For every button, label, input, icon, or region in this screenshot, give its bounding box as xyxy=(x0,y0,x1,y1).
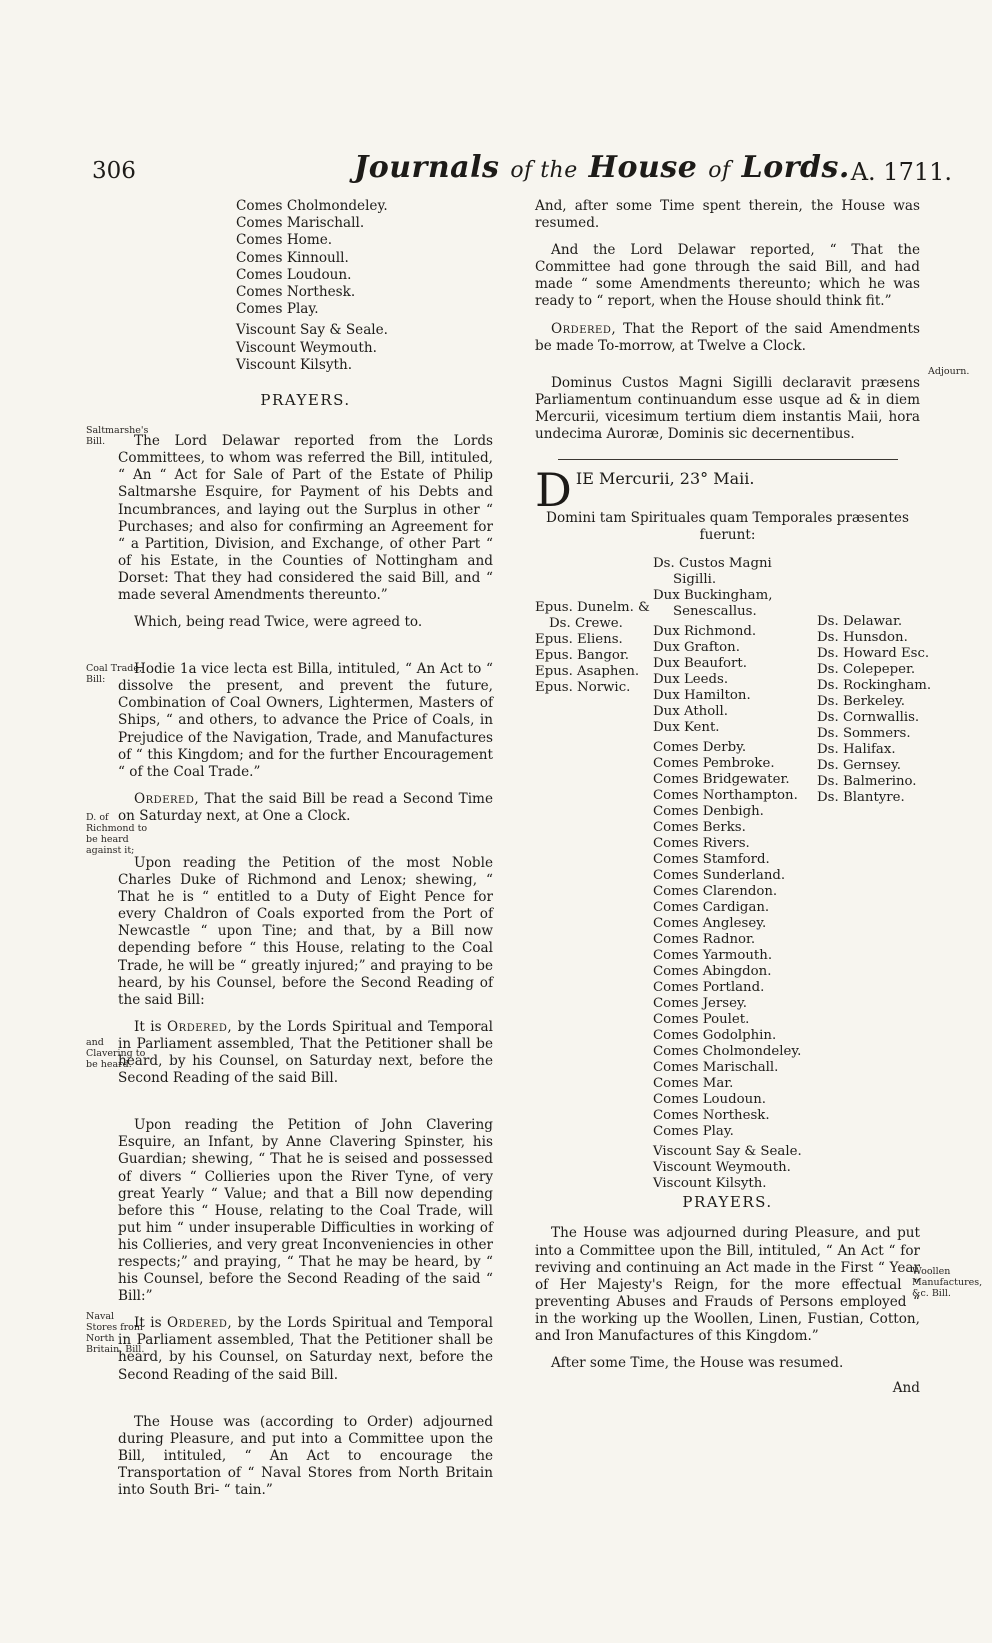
attendance-list xyxy=(535,556,932,1192)
prayers-heading-right: PRAYERS. xyxy=(682,1193,773,1212)
left-column xyxy=(118,198,493,1509)
right-column xyxy=(535,198,932,1397)
paragraph-clavering-petition: Upon reading the Petition of John Clavering Esquire, an Infant, by Anne Clavering Spinster, his Guardian; shewing, “ That he is seised and possessed of divers “ Collieries upon the River Tyne, of very great Yearly “ Value; and that a Bill now depending before this “ House, relating to the Coal Trade, will put him “ under insuperable Difficulties in working of his Collieries, and very great Inconveniencies in other respects;” and praying, “ That he may be heard, by “ his Counsel, before the Second Reading of the said “ Bill:” xyxy=(118,1117,493,1305)
margin-note-coal-trade: Coal Trade, Bill: xyxy=(86,663,142,685)
peers-list-continued: Comes Cholmondeley. Comes Marischall. Comes Home. Comes Kinnoull. Comes Loudoun. Comes Northesk. Comes Play. Viscount Say & Seale. Viscount Weymouth. Viscount Kilsyth. xyxy=(236,198,389,373)
day-heading: D IE Mercurii, 23° Maii. xyxy=(535,463,755,518)
margin-note-woollen: Woollen Manufactures, &c. Bill. xyxy=(912,1266,983,1299)
page-year: A. 1711. xyxy=(850,158,952,186)
margin-note-clavering: and Clavering to be heard. xyxy=(86,1037,146,1070)
margin-note-saltmarshe: Saltmarshe's Bill. xyxy=(86,425,149,447)
paragraph-delawar-report: And the Lord Delawar reported, “ That the Committee had gone through the said Bill, and had made “ some Amendments thereunto; which he was ready to “ report, when the House should think fit.” xyxy=(535,242,920,310)
paragraph-amendments-order: Ordered, That the Report of the said Amendments be made To-morrow, at Twelve a Clock. xyxy=(535,320,920,354)
paragraph-naval-stores: The House was (according to Order) adjourned during Pleasure, and put into a Committee upon the Bill, intituled, “ An Act to encourage the Transportation of “ Naval Stores from North Britain into South Bri- “ tain.” xyxy=(118,1413,493,1498)
paragraph-house-resumed: And, after some Time spent therein, the House was resumed. xyxy=(535,198,920,232)
bishops-column: Epus. Dunelm. & Ds. Crewe. Epus. Eliens. Epus. Bangor. Epus. Asaphen. Epus. Norwic. xyxy=(535,600,650,696)
page-header xyxy=(92,150,952,200)
paragraph-richmond-order: It is Ordered, by the Lords Spiritual and Temporal in Parliament assembled, That the Petitioner shall be heard, by his Counsel, on Saturday next, before the Second Reading of the said Bill. xyxy=(118,1018,493,1087)
paragraph-adjournment: Dominus Custos Magni Sigilli declaravit præsens Parliamentum continuandum esse usque ad & in diem Mercurii, vicesimum tertium diem instantis Maii, hora undecima Auroræ, Dominis sic decernentibus. xyxy=(535,374,920,443)
paragraph-saltmarshe-report: The Lord Delawar reported from the Lords Committees, to whom was referred the Bill, intituled, “ An “ Act for Sale of Part of the Estate of Philip Saltmarshe Esquire, for Payment of his Debts and Incumbrances, and laying out the Surplus in other “ Purchases; and also for confirming an Agreement for “ a Partition, Division, and Exchange, of other Part “ of his Estate, in the Counties of Nottingham and Dorset: That they had considered the said Bill, and “ made several Amendments thereunto.” xyxy=(118,433,493,603)
section-divider xyxy=(558,459,898,460)
paragraph-coal-order: Ordered, That the said Bill be read a Second Time on Saturday next, at One a Clock. xyxy=(118,790,493,824)
drop-cap: D xyxy=(535,463,572,518)
barons-column: Ds. Delawar. Ds. Hunsdon. Ds. Howard Esc. Ds. Colepeper. Ds. Rockingham. Ds. Berkeley. Ds. Cornwallis. Ds. Sommers. Ds. Halifax. Ds. Gernsey. Ds. Balmerino. Ds. Blantyre. xyxy=(817,614,932,806)
prayers-heading: PRAYERS. xyxy=(260,391,351,410)
running-title: Journals of the House of Lords. xyxy=(354,150,850,185)
margin-note-adjourn: Adjourn. xyxy=(928,366,970,377)
paragraph-coal-trade-bill: Hodie 1a vice lecta est Billa, intituled, “ An Act to “ dissolve the present, and prevent the future, Combination of Coal Owners, Lightermen, Masters of Ships, “ and others, to advance the Price of Coals, in Prejudice of the Navigation, Trade, and Manufactures of “ this Kingdom; and for the further Encouragement “ of the Coal Trade.” xyxy=(118,661,493,780)
margin-note-richmond: D. of Richmond to be heard against it; xyxy=(86,812,148,856)
dukes-earls-column: Ds. Custos Magni Sigilli. Dux Buckingham, Senescallus. Dux Richmond. Dux Grafton. Dux Beaufort. Dux Leeds. Dux Hamilton. Dux Atholl. Dux Kent. Comes Derby. Comes Pembroke. Comes Bridgewater. Comes Northampton. Comes Denbigh. Comes Berks. Comes Rivers. Comes Stamford. Comes Sunderland. Comes Clarendon. Comes Cardigan. Comes Anglesey. Comes Radnor. Comes Yarmouth. Comes Abingdon. Comes Portland. Comes Jersey. Comes Poulet. Comes Godolphin. Comes Cholmondeley. Comes Marischall. Comes Mar. Comes Loudoun. Comes Northesk. Comes Play. Viscount Say & Seale. Viscount Weymouth. Viscount Kilsyth. xyxy=(653,556,802,1192)
catchword: And xyxy=(892,1380,920,1397)
paragraph-resumed-again: After some Time, the House was resumed. xyxy=(551,1355,844,1372)
present-heading: Domini tam Spirituales quam Temporales præsentes fuerunt: xyxy=(546,510,909,544)
paragraph-woollen-bill: The House was adjourned during Pleasure, and put into a Committee upon the Bill, intituled, “ An Act “ for reviving and continuing an Act made in the First “ Year of Her Majesty's Reign, for the more effectual “ preventing Abuses and Frauds of Persons employed “ in the working up the Woollen, Linen, Fustian, Cotton, and Iron Manufactures of this Kingdom.” xyxy=(535,1225,920,1344)
paragraph-agreed: Which, being read Twice, were agreed to. xyxy=(134,614,423,631)
margin-note-naval-stores: Naval Stores from North Britain, Bill. xyxy=(86,1311,145,1355)
paragraph-clavering-order: It is Ordered, by the Lords Spiritual and Temporal in Parliament assembled, That the Petitioner shall be heard, by his Counsel, on Saturday next, before the Second Reading of the said Bill. xyxy=(118,1315,493,1383)
paragraph-richmond-petition: Upon reading the Petition of the most Noble Charles Duke of Richmond and Lenox; shewing, “ That he is “ entitled to a Duty of Eight Pence for every Chaldron of Coals exported from the Port of Newcastle “ upon Tine; and that, by a Bill now depending before “ this House, relating to the Coal Trade, he will be “ greatly injured;” and praying to be heard, by his Counsel, before the Second Reading of the said Bill: xyxy=(118,855,493,1008)
page-number: 306 xyxy=(92,158,136,184)
